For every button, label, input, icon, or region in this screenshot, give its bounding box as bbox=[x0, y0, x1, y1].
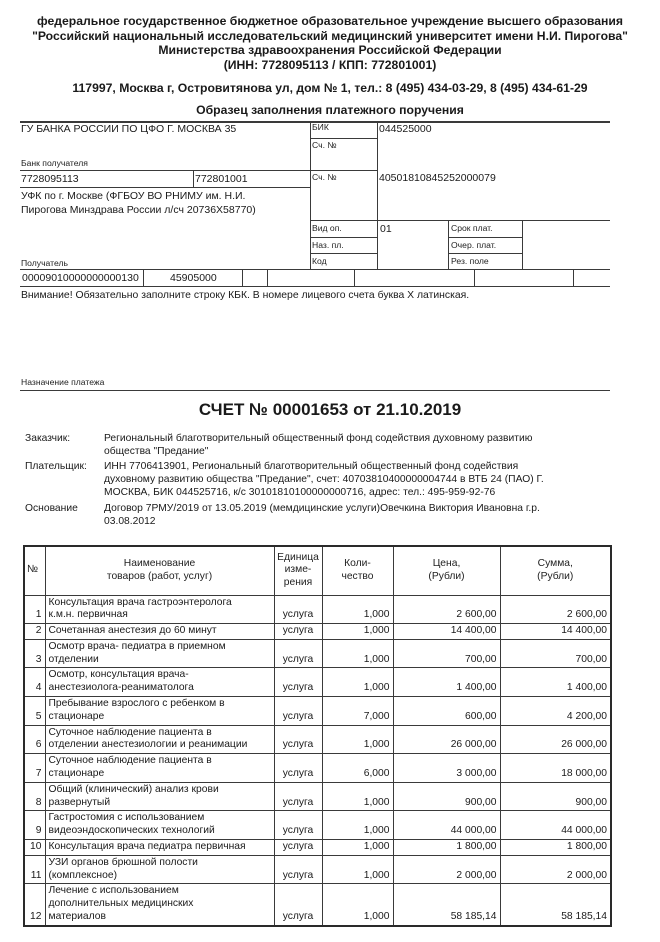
row-price: 600,00 bbox=[393, 697, 500, 726]
row-qty: 1,000 bbox=[322, 840, 393, 856]
oktmo-value: 45905000 bbox=[170, 272, 217, 284]
row-price: 1 400,00 bbox=[393, 668, 500, 697]
row-name-line: Консультация врача педиатра первичная bbox=[48, 841, 246, 853]
row-price: 58 185,14 bbox=[393, 884, 500, 926]
row-name-line: стационаре bbox=[48, 710, 105, 722]
row-name-line: Гастростомия с использованием bbox=[48, 812, 205, 824]
row-qty: 1,000 bbox=[322, 668, 393, 697]
row-name-line: отделении анестезиологии и реанимации bbox=[48, 739, 248, 751]
sample-title: Образец заполнения платежного поручения bbox=[196, 103, 464, 117]
row-name bbox=[45, 639, 274, 668]
payer-label: Плательщик: bbox=[25, 461, 87, 472]
row-unit: услуга bbox=[274, 782, 322, 811]
col-sum-label: Сумма, bbox=[537, 557, 573, 569]
grid-line bbox=[267, 269, 268, 286]
row-number: 4 bbox=[24, 668, 45, 697]
table-row bbox=[24, 754, 611, 783]
row-number: 11 bbox=[24, 855, 45, 884]
table-row bbox=[24, 811, 611, 840]
row-name-line: Общий (клинический) анализ крови bbox=[48, 783, 219, 795]
row-name-line: Лечение с использованием bbox=[48, 885, 179, 897]
table-row bbox=[24, 782, 611, 811]
col-qty-header bbox=[322, 546, 393, 595]
row-unit: услуга bbox=[274, 840, 322, 856]
payer-line: МОСКВА, БИК 044525716, к/с 30101810100000000716, адрес: тел.: 495-959-92-76 bbox=[104, 486, 496, 498]
bik-label: БИК bbox=[312, 122, 329, 132]
grid-line bbox=[242, 269, 243, 286]
row-number: 10 bbox=[24, 840, 45, 856]
row-unit: услуга bbox=[274, 697, 322, 726]
row-number: 5 bbox=[24, 697, 45, 726]
row-qty: 1,000 bbox=[322, 595, 393, 624]
bank-name: ГУ БАНКА РОССИИ ПО ЦФО Г. МОСКВА 35 bbox=[21, 123, 237, 135]
grid-line bbox=[310, 253, 377, 254]
grid-line bbox=[20, 269, 610, 270]
table-row bbox=[24, 840, 611, 856]
customer-line: общества "Предание" bbox=[104, 445, 209, 457]
row-qty: 1,000 bbox=[322, 782, 393, 811]
warning-text: Внимание! Обязательно заполните строку КБК. В номере лицевого счета буква Х латинская. bbox=[21, 290, 470, 301]
table-row bbox=[24, 884, 611, 926]
vid-op-label: Вид оп. bbox=[312, 223, 342, 233]
row-number: 12 bbox=[24, 884, 45, 926]
row-number: 6 bbox=[24, 725, 45, 754]
row-name-line: Сочетанная анестезия до 60 минут bbox=[48, 625, 217, 637]
row-unit: услуга bbox=[274, 639, 322, 668]
row-name bbox=[45, 725, 274, 754]
corr-account-label: Сч. № bbox=[312, 140, 337, 150]
row-sum: 1 800,00 bbox=[500, 840, 611, 856]
row-unit: услуга bbox=[274, 725, 322, 754]
bik-value: 044525000 bbox=[379, 123, 432, 135]
grid-line bbox=[310, 220, 610, 221]
row-name-line: отделении bbox=[48, 653, 99, 665]
basis-line: 03.08.2012 bbox=[104, 515, 156, 527]
account-value: 40501810845252000079 bbox=[379, 172, 496, 184]
row-qty: 1,000 bbox=[322, 884, 393, 926]
row-unit: услуга bbox=[274, 595, 322, 624]
row-sum: 900,00 bbox=[500, 782, 611, 811]
col-sum-label: (Рубли) bbox=[537, 570, 574, 582]
items-table-body bbox=[24, 595, 611, 926]
row-sum: 2 600,00 bbox=[500, 595, 611, 624]
row-price: 2 000,00 bbox=[393, 855, 500, 884]
recipient-line2: Пирогова Минздрава России л/сч 20736Х58770) bbox=[21, 204, 256, 216]
items-table bbox=[23, 545, 612, 927]
invoice-title: СЧЕТ № 00001653 от 21.10.2019 bbox=[198, 400, 462, 419]
row-name-line: анестезиолога-реаниматолога bbox=[48, 682, 194, 694]
grid-line bbox=[474, 269, 475, 286]
row-number: 1 bbox=[24, 595, 45, 624]
payer-value bbox=[104, 461, 624, 499]
row-number: 2 bbox=[24, 624, 45, 640]
row-unit: услуга bbox=[274, 624, 322, 640]
srok-label: Срок плат. bbox=[451, 223, 493, 233]
grid-line bbox=[448, 237, 522, 238]
row-name bbox=[45, 811, 274, 840]
grid-line bbox=[20, 187, 310, 188]
row-sum: 700,00 bbox=[500, 639, 611, 668]
naz-pl-label: Наз. пл. bbox=[312, 240, 344, 250]
row-qty: 1,000 bbox=[322, 855, 393, 884]
row-unit: услуга bbox=[274, 754, 322, 783]
row-name bbox=[45, 855, 274, 884]
org-ministry: Министерства здравоохранения Российской Федерации bbox=[158, 43, 502, 57]
row-name-line: материалов bbox=[48, 911, 106, 923]
row-name-line: Осмотр, консультация врача- bbox=[48, 669, 189, 681]
table-row bbox=[24, 595, 611, 624]
row-name-line: Суточное наблюдение пациента в bbox=[48, 755, 212, 767]
row-number: 3 bbox=[24, 639, 45, 668]
row-name-line: (комплексное) bbox=[48, 869, 118, 881]
basis-label: Основание bbox=[25, 503, 78, 514]
customer-value bbox=[104, 433, 624, 459]
col-qty-label: Коли- bbox=[344, 557, 371, 569]
account-label: Сч. № bbox=[312, 172, 337, 182]
row-name bbox=[45, 668, 274, 697]
col-unit-label: рения bbox=[283, 577, 313, 589]
col-price-label: Цена, bbox=[432, 557, 461, 569]
row-sum: 1 400,00 bbox=[500, 668, 611, 697]
row-price: 26 000,00 bbox=[393, 725, 500, 754]
col-no-label: № bbox=[27, 564, 39, 576]
row-price: 14 400,00 bbox=[393, 624, 500, 640]
col-unit-header bbox=[274, 546, 322, 595]
row-number: 9 bbox=[24, 811, 45, 840]
grid-line bbox=[143, 269, 144, 286]
row-name bbox=[45, 595, 274, 624]
row-name-line: Осмотр врача- педиатра в приемном bbox=[48, 640, 226, 652]
col-sum-header bbox=[500, 546, 611, 595]
kpp-value: 772801001 bbox=[195, 173, 248, 185]
payer-line: духовному развитию общества "Предание", счет: 40703810400000004744 в ВТБ 24 (ПАО) Г. bbox=[104, 473, 544, 485]
row-name-line: видеоэндоскопических технологий bbox=[48, 825, 215, 837]
col-no-header bbox=[24, 546, 45, 595]
grid-line bbox=[573, 269, 574, 286]
col-name-label: Наименование bbox=[123, 557, 196, 569]
row-price: 1 800,00 bbox=[393, 840, 500, 856]
row-sum: 18 000,00 bbox=[500, 754, 611, 783]
row-name bbox=[45, 782, 274, 811]
col-unit-label: Единица bbox=[277, 551, 319, 563]
row-name-line: Консультация врача гастроэнтеролога bbox=[48, 596, 232, 608]
row-unit: услуга bbox=[274, 855, 322, 884]
payer-line: ИНН 7706413901, Региональный благотворительный общественный фонд содействия bbox=[104, 461, 519, 472]
row-sum: 58 185,14 bbox=[500, 884, 611, 926]
recipient-line1: УФК по г. Москве (ФГБОУ ВО РНИМУ им. Н.И. bbox=[21, 190, 246, 202]
row-price: 44 000,00 bbox=[393, 811, 500, 840]
grid-line bbox=[522, 220, 523, 269]
grid-line bbox=[448, 253, 522, 254]
table-row bbox=[24, 697, 611, 726]
row-unit: услуга bbox=[274, 668, 322, 697]
row-sum: 4 200,00 bbox=[500, 697, 611, 726]
table-header-row bbox=[24, 546, 611, 595]
grid-line bbox=[377, 121, 378, 269]
row-name bbox=[45, 840, 274, 856]
row-qty: 6,000 bbox=[322, 754, 393, 783]
row-name-line: Суточное наблюдение пациента в bbox=[48, 726, 212, 738]
row-price: 900,00 bbox=[393, 782, 500, 811]
row-unit: услуга bbox=[274, 884, 322, 926]
row-name-line: стационаре bbox=[48, 768, 105, 780]
row-name bbox=[45, 624, 274, 640]
grid-line bbox=[310, 170, 377, 171]
org-name-line2: "Российский национальный исследовательский медицинский университет имени Н.И. Пирогова" bbox=[32, 28, 628, 43]
table-row bbox=[24, 855, 611, 884]
bank-label: Банк получателя bbox=[21, 158, 88, 168]
row-qty: 1,000 bbox=[322, 811, 393, 840]
row-number: 7 bbox=[24, 754, 45, 783]
grid-line bbox=[193, 170, 194, 187]
col-name-label: товаров (работ, услуг) bbox=[106, 570, 213, 582]
ocher-label: Очер. плат. bbox=[451, 240, 497, 250]
grid-line bbox=[20, 286, 610, 287]
table-row bbox=[24, 624, 611, 640]
purpose-divider bbox=[20, 390, 610, 391]
basis-value bbox=[104, 503, 624, 529]
grid-line bbox=[310, 121, 311, 269]
row-sum: 14 400,00 bbox=[500, 624, 611, 640]
grid-line bbox=[354, 269, 355, 286]
row-name-line: дополнительных медицинских bbox=[48, 898, 194, 910]
recipient-label: Получатель bbox=[21, 258, 68, 268]
kod-label: Код bbox=[312, 256, 327, 266]
table-row bbox=[24, 639, 611, 668]
row-name-line: Пребывание взрослого с ребенком в bbox=[48, 698, 225, 710]
grid-line bbox=[20, 170, 310, 171]
grid-line bbox=[310, 237, 377, 238]
row-name-line: развернутый bbox=[48, 796, 111, 808]
org-name-line1: федеральное государственное бюджетное образовательное учреждение высшего образования bbox=[36, 14, 624, 28]
col-price-label: (Рубли) bbox=[428, 570, 465, 582]
row-name-line: к.м.н. первичная bbox=[48, 609, 128, 621]
table-row bbox=[24, 725, 611, 754]
row-name bbox=[45, 754, 274, 783]
row-price: 2 600,00 bbox=[393, 595, 500, 624]
row-name bbox=[45, 884, 274, 926]
customer-label: Заказчик: bbox=[25, 433, 71, 444]
row-number: 8 bbox=[24, 782, 45, 811]
org-address: 117997, Москва г, Островитянова ул, дом № 1, тел.: 8 (495) 434-03-29, 8 (495) 434-61-29 bbox=[72, 81, 588, 95]
row-price: 700,00 bbox=[393, 639, 500, 668]
row-sum: 26 000,00 bbox=[500, 725, 611, 754]
table-row bbox=[24, 668, 611, 697]
vid-op-value: 01 bbox=[380, 223, 392, 235]
grid-line bbox=[448, 220, 449, 269]
row-unit: услуга bbox=[274, 811, 322, 840]
row-qty: 1,000 bbox=[322, 639, 393, 668]
row-sum: 44 000,00 bbox=[500, 811, 611, 840]
inn-value: 7728095113 bbox=[21, 173, 79, 185]
row-qty: 1,000 bbox=[322, 624, 393, 640]
col-qty-label: чество bbox=[341, 570, 374, 582]
col-unit-label: изме- bbox=[284, 564, 312, 576]
purpose-label: Назначение платежа bbox=[21, 377, 105, 387]
row-qty: 1,000 bbox=[322, 725, 393, 754]
col-price-header bbox=[393, 546, 500, 595]
customer-line: Региональный благотворительный общественный фонд содействия духовному развитию bbox=[104, 433, 533, 444]
col-name-header bbox=[45, 546, 274, 595]
row-price: 3 000,00 bbox=[393, 754, 500, 783]
row-sum: 2 000,00 bbox=[500, 855, 611, 884]
grid-line bbox=[310, 138, 377, 139]
kbk-value: 00009010000000000130 bbox=[22, 272, 139, 284]
rez-label: Рез. поле bbox=[451, 256, 489, 266]
row-qty: 7,000 bbox=[322, 697, 393, 726]
row-name-line: УЗИ органов брюшной полости bbox=[48, 856, 198, 868]
org-inn-kpp: (ИНН: 7728095113 / КПП: 772801001) bbox=[223, 57, 437, 72]
row-name bbox=[45, 697, 274, 726]
basis-line: Договор 7РМУ/2019 от 13.05.2019 (мемдицинские услуги)Овечкина Виктория Ивановна г.р. bbox=[104, 503, 540, 514]
